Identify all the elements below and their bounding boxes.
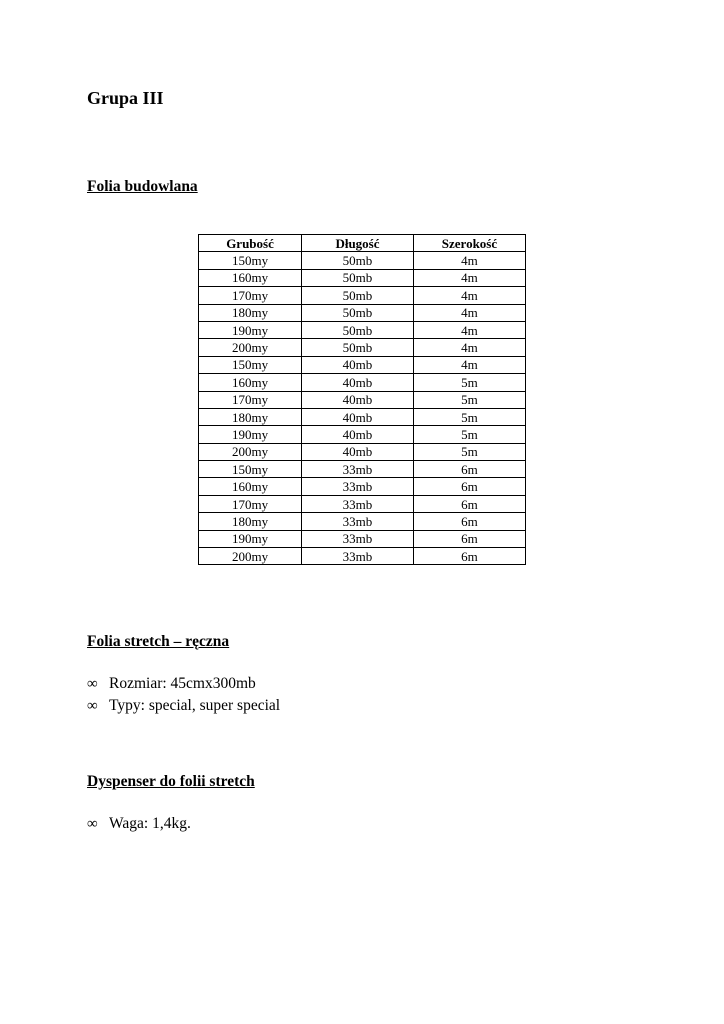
infinity-bullet-icon: ∞: [87, 816, 98, 832]
cell-szerokosc: 4m: [413, 339, 525, 356]
cell-szerokosc: 6m: [413, 461, 525, 478]
cell-szerokosc: 4m: [413, 252, 525, 269]
cell-grubosc: 180my: [199, 513, 302, 530]
cell-dlugosc: 33mb: [302, 478, 414, 495]
cell-grubosc: 170my: [199, 495, 302, 512]
cell-grubosc: 150my: [199, 461, 302, 478]
cell-szerokosc: 5m: [413, 391, 525, 408]
cell-dlugosc: 33mb: [302, 530, 414, 547]
cell-grubosc: 180my: [199, 408, 302, 425]
folia-stretch-list: [87, 673, 280, 717]
cell-szerokosc: 4m: [413, 304, 525, 321]
cell-grubosc: 160my: [199, 478, 302, 495]
list-item-text: Typy: special, super special: [109, 697, 281, 714]
table-header-row: [199, 235, 526, 252]
cell-szerokosc: 6m: [413, 513, 525, 530]
cell-szerokosc: 6m: [413, 495, 525, 512]
cell-dlugosc: 50mb: [302, 321, 414, 338]
cell-dlugosc: 50mb: [302, 269, 414, 286]
cell-grubosc: 190my: [199, 321, 302, 338]
section-heading-dyspenser: Dyspenser do folii stretch: [87, 773, 255, 790]
table-row: [199, 495, 526, 512]
table-row: [199, 513, 526, 530]
infinity-bullet-icon: ∞: [87, 698, 98, 714]
cell-dlugosc: 40mb: [302, 356, 414, 373]
table-row: [199, 408, 526, 425]
infinity-bullet-icon: ∞: [87, 676, 98, 692]
cell-grubosc: 190my: [199, 426, 302, 443]
list-item-text: Waga: 1,4kg.: [109, 815, 191, 832]
cell-szerokosc: 5m: [413, 408, 525, 425]
cell-dlugosc: 40mb: [302, 374, 414, 391]
list-item: [87, 813, 191, 835]
cell-grubosc: 160my: [199, 269, 302, 286]
cell-szerokosc: 4m: [413, 321, 525, 338]
dyspenser-list: [87, 813, 191, 835]
folia-budowlana-table: [198, 234, 526, 565]
cell-szerokosc: 5m: [413, 426, 525, 443]
cell-szerokosc: 6m: [413, 478, 525, 495]
cell-grubosc: 150my: [199, 252, 302, 269]
cell-szerokosc: 4m: [413, 269, 525, 286]
table-row: [199, 426, 526, 443]
cell-dlugosc: 33mb: [302, 513, 414, 530]
table-row: [199, 530, 526, 547]
cell-dlugosc: 50mb: [302, 252, 414, 269]
cell-dlugosc: 40mb: [302, 443, 414, 460]
cell-grubosc: 180my: [199, 304, 302, 321]
table-row: [199, 252, 526, 269]
section-heading-folia-stretch: Folia stretch – ręczna: [87, 633, 230, 650]
table-row: [199, 339, 526, 356]
table-row: [199, 443, 526, 460]
cell-grubosc: 200my: [199, 548, 302, 565]
cell-dlugosc: 50mb: [302, 339, 414, 356]
column-header-szerokosc: Szerokość: [413, 235, 525, 252]
cell-szerokosc: 5m: [413, 443, 525, 460]
cell-szerokosc: 4m: [413, 287, 525, 304]
cell-dlugosc: 33mb: [302, 461, 414, 478]
table-row: [199, 269, 526, 286]
table-row: [199, 287, 526, 304]
table-row: [199, 391, 526, 408]
cell-dlugosc: 50mb: [302, 287, 414, 304]
cell-grubosc: 190my: [199, 530, 302, 547]
cell-dlugosc: 40mb: [302, 391, 414, 408]
cell-grubosc: 150my: [199, 356, 302, 373]
cell-grubosc: 200my: [199, 443, 302, 460]
list-item: [87, 673, 280, 695]
page-title: Grupa III: [87, 88, 164, 108]
cell-szerokosc: 5m: [413, 374, 525, 391]
column-header-grubosc: Grubość: [199, 235, 302, 252]
list-item-text: Rozmiar: 45cmx300mb: [109, 675, 256, 692]
table-row: [199, 304, 526, 321]
cell-dlugosc: 40mb: [302, 408, 414, 425]
section-heading-folia-budowlana: Folia budowlana: [87, 178, 198, 195]
table-body: [199, 252, 526, 565]
table-row: [199, 548, 526, 565]
cell-dlugosc: 40mb: [302, 426, 414, 443]
table-row: [199, 321, 526, 338]
cell-grubosc: 160my: [199, 374, 302, 391]
table-row: [199, 461, 526, 478]
list-item: [87, 695, 280, 717]
table-row: [199, 478, 526, 495]
cell-szerokosc: 4m: [413, 356, 525, 373]
cell-dlugosc: 50mb: [302, 304, 414, 321]
table-row: [199, 356, 526, 373]
cell-grubosc: 170my: [199, 287, 302, 304]
cell-dlugosc: 33mb: [302, 548, 414, 565]
cell-szerokosc: 6m: [413, 548, 525, 565]
cell-grubosc: 200my: [199, 339, 302, 356]
cell-szerokosc: 6m: [413, 530, 525, 547]
cell-grubosc: 170my: [199, 391, 302, 408]
table-row: [199, 374, 526, 391]
column-header-dlugosc: Długość: [302, 235, 414, 252]
cell-dlugosc: 33mb: [302, 495, 414, 512]
